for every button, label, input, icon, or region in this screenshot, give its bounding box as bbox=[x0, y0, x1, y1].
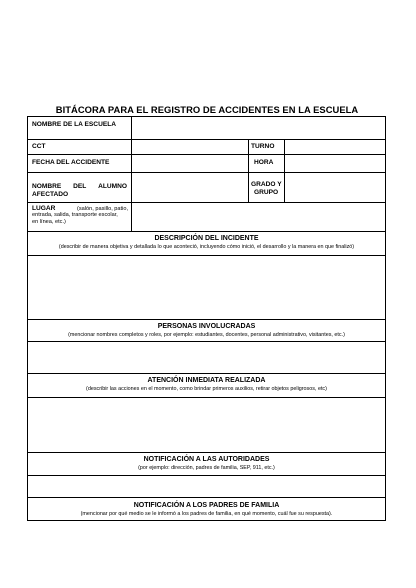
description-section-title: DESCRIPCIÓN DEL INCIDENTE bbox=[154, 235, 259, 242]
place-hint: (salón, pasillo, patio, bbox=[77, 206, 128, 212]
row-divider bbox=[28, 319, 385, 320]
description-section-hint: (describir de manera objetiva y detallada lo que aconteció, incluyendo cómo inició, el desarrollo y la manera en que finalizó) bbox=[58, 244, 355, 250]
form-title: BITÁCORA PARA EL REGISTRO DE ACCIDENTES EN LA ESCUELA bbox=[55, 104, 359, 115]
student-name-word: DEL bbox=[73, 183, 87, 190]
student-name-word: NOMBRE bbox=[32, 183, 62, 190]
row-divider bbox=[28, 452, 385, 453]
authorities-section-hint: (por ejemplo: dirección, padres de familia, SEP, 911, etc.) bbox=[138, 465, 275, 471]
attention-section-hint: (describir las acciones en el momento, como brindar primeros auxilios, retirar objetos peligrosos, etc) bbox=[86, 386, 327, 392]
row-divider bbox=[28, 397, 385, 398]
shift-label: TURNO bbox=[251, 143, 275, 150]
col-divider bbox=[248, 139, 249, 202]
col-divider bbox=[284, 139, 285, 202]
row-divider bbox=[28, 231, 385, 232]
parents-section-title: NOTIFICACIÓN A LOS PADRES DE FAMILIA bbox=[133, 502, 280, 509]
place-hint: en línea, etc.) bbox=[32, 218, 66, 225]
place-label-title: LUGAR bbox=[32, 205, 56, 212]
row-divider bbox=[28, 255, 385, 256]
accident-date-label: FECHA DEL ACCIDENTE bbox=[32, 159, 110, 166]
people-section-title: PERSONAS INVOLUCRADAS bbox=[157, 323, 256, 330]
place-label bbox=[32, 206, 128, 225]
attention-section-title: ATENCIÓN INMEDIATA REALIZADA bbox=[147, 377, 266, 384]
row-divider bbox=[28, 497, 385, 498]
row-divider bbox=[28, 172, 385, 173]
place-hint: entrada, salida, transporte escolar, bbox=[32, 212, 118, 219]
row-divider bbox=[28, 202, 385, 203]
student-name-word: ALUMNO bbox=[98, 183, 127, 190]
authorities-section-title: NOTIFICACIÓN A LAS AUTORIDADES bbox=[143, 456, 270, 463]
row-divider bbox=[28, 139, 385, 140]
row-divider bbox=[28, 475, 385, 476]
school-name-label: NOMBRE DE LA ESCUELA bbox=[32, 121, 117, 128]
time-label: HORA bbox=[254, 159, 274, 166]
row-divider bbox=[28, 373, 385, 374]
parents-section-hint: (mencionar por qué medio se le informó a los padres de familia, en qué momento, cuál fue su respuesta). bbox=[80, 511, 333, 517]
grade-group-label-line2: GRUPO bbox=[254, 189, 279, 196]
cct-label: CCT bbox=[32, 143, 46, 150]
col-divider bbox=[131, 117, 132, 231]
people-section-hint: (mencionar nombres completos y roles, por ejemplo: estudiantes, docentes, personal administrativo, visitantes, etc.) bbox=[68, 332, 345, 338]
accident-log-form bbox=[27, 116, 386, 521]
row-divider bbox=[28, 154, 385, 155]
row-divider bbox=[28, 341, 385, 342]
student-name-label bbox=[32, 183, 127, 191]
grade-group-label-line1: GRADO Y bbox=[251, 181, 282, 188]
student-name-label-line2: AFECTADO bbox=[32, 191, 69, 198]
